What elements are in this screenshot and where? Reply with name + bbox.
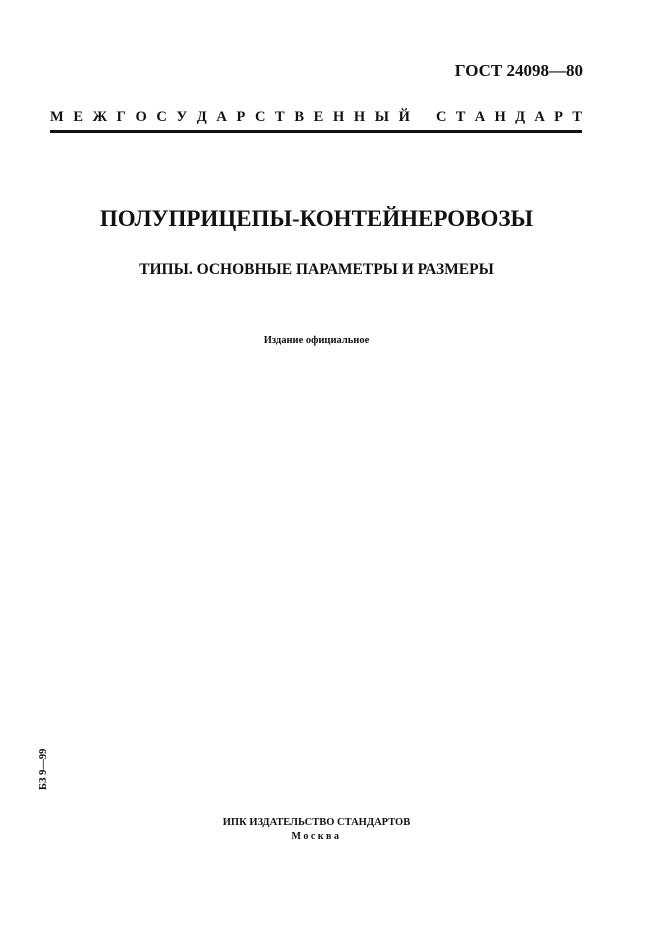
standard-type-letter: Т [572, 109, 582, 125]
standard-type-letter: А [534, 109, 545, 125]
standard-type-letter: У [176, 109, 188, 125]
standard-type-letter: Т [275, 109, 285, 125]
header-rule [50, 130, 582, 133]
standard-type-letter: Н [332, 109, 345, 125]
standard-type-letter: О [135, 109, 147, 125]
standard-type-letter: Е [73, 109, 83, 125]
standard-type-letter: Р [236, 109, 246, 125]
document-subtitle: ТИПЫ. ОСНОВНЫЕ ПАРАМЕТРЫ И РАЗМЕРЫ [139, 261, 494, 278]
standard-type-letter: М [50, 109, 64, 125]
standard-type-letter: Н [353, 109, 366, 125]
standard-type-letter: В [294, 109, 305, 125]
standard-type-letter: С [254, 109, 266, 125]
standard-type-letter: Й [398, 109, 410, 125]
margin-code: БЗ 9—99 [38, 748, 49, 790]
standard-type-letter: Р [554, 109, 564, 125]
standard-type-letter: Д [515, 109, 526, 125]
standard-type-letter: Т [455, 109, 466, 125]
document-number: ГОСТ 24098—80 [454, 61, 583, 80]
standard-type-letter: С [436, 109, 447, 125]
edition-note: Издание официальное [263, 335, 370, 346]
standard-type-letter: Е [313, 109, 324, 125]
standard-type-word-interstate [50, 110, 410, 125]
standard-type-letter: А [216, 109, 227, 125]
standard-type-word-standard [436, 110, 582, 125]
standard-type-letter: Г [116, 109, 126, 125]
publisher-city: Москва [291, 831, 342, 842]
standard-type-letter: Д [196, 109, 207, 125]
standard-type-letter: А [474, 109, 486, 125]
standard-type-letter: Ы [374, 109, 389, 125]
document-title: ПОЛУПРИЦЕПЫ-КОНТЕЙНЕРОВОЗЫ [99, 206, 534, 231]
standard-type-letter: С [156, 109, 167, 125]
standard-type-letter: Ж [92, 109, 107, 125]
publisher-name: ИПК ИЗДАТЕЛЬСТВО СТАНДАРТОВ [222, 817, 411, 828]
standard-type-heading [50, 110, 582, 125]
standard-type-letter: Н [494, 109, 506, 125]
